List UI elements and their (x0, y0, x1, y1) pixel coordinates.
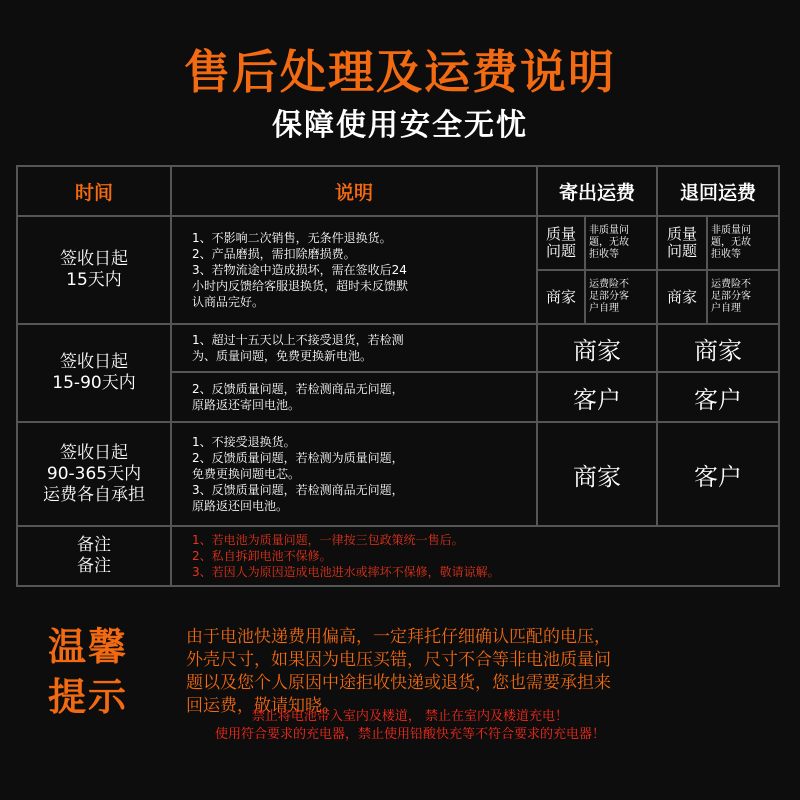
header-time: 时间 (17, 166, 171, 216)
page-title: 售后处理及运费说明 (184, 45, 616, 99)
header-send-shipping: 寄出运费 (537, 166, 657, 216)
header-description: 说明 (171, 166, 537, 216)
time-cell-90-365days: 签收日起 90-365天内 运费各自承担 (17, 422, 171, 526)
safety-warnings: 禁止将电池带入室内及楼道， 禁止在室内及楼道充电！ 使用符合要求的充电器，禁止使用铅酸快充等不符合要求的充电器！ (214, 709, 605, 742)
time-cell-15days: 签收日起 15天内 (17, 216, 171, 324)
table-row (17, 324, 779, 372)
table-row (17, 216, 779, 270)
tips-heading: 温馨 提示 (48, 625, 129, 719)
return-fee-payer: 商家 (657, 324, 779, 372)
non-quality-issue-label: 非质量问 题，无故 拒收等 (585, 216, 657, 270)
return-fee-payer: 客户 (657, 422, 779, 526)
table-row (17, 422, 779, 526)
send-fee-payer: 商家 (537, 422, 657, 526)
description-cell: 1、不接受退换货。 2、反馈质量问题，若检测为质量问题， 免费更换问题电芯。 3、反馈质量问题，若检测商品无问题， 原路返还回电池。 (171, 422, 537, 526)
quality-issue-label: 质量 问题 (537, 216, 585, 270)
time-cell-15-90days: 签收日起 15-90天内 (17, 324, 171, 422)
remark-row (17, 526, 779, 586)
table-header-row (17, 166, 779, 216)
merchant-label: 商家 (657, 270, 707, 324)
non-quality-issue-label: 非质量问 题，无故 拒收等 (707, 216, 779, 270)
merchant-label: 商家 (537, 270, 585, 324)
remark-label: 备注 备注 (17, 526, 171, 586)
description-cell: 2、反馈质量问题，若检测商品无问题， 原路返还寄回电池。 (171, 372, 537, 422)
tips-body: 由于电池快递费用偏高，一定拜托仔细确认匹配的电压， 外壳尺寸，如果因为电压买错，尺寸不合等非电池质量问 题以及您个人原因中途拒收快递或退货，您也需要承担来 回运费，敬请知晓。 (186, 627, 611, 716)
after-sales-table (16, 165, 780, 587)
description-cell: 1、不影响二次销售，无条件退换货。 2、产品磨损，需扣除磨损费。 3、若物流途中造成损坏，需在签收后24 小时内反馈给客服退换货，超时未反馈默 认商品完好。 (171, 216, 537, 324)
remark-text: 1、若电池为质量问题，一律按三包政策统一售后。 2、私自拆卸电池不保修。 3、若因人为原因造成电池进水或摔坏不保修，敬请谅解。 (171, 526, 779, 586)
description-cell: 1、超过十五天以上不接受退货，若检测 为、质量问题，免费更换新电池。 (171, 324, 537, 372)
quality-issue-label: 质量 问题 (657, 216, 707, 270)
return-fee-payer: 客户 (657, 372, 779, 422)
page-subtitle: 保障使用安全无忧 (272, 108, 528, 143)
header-return-shipping: 退回运费 (657, 166, 779, 216)
insurance-note: 运费险不 足部分客 户自理 (707, 270, 779, 324)
send-fee-payer: 客户 (537, 372, 657, 422)
insurance-note: 运费险不 足部分客 户自理 (585, 270, 657, 324)
send-fee-payer: 商家 (537, 324, 657, 372)
